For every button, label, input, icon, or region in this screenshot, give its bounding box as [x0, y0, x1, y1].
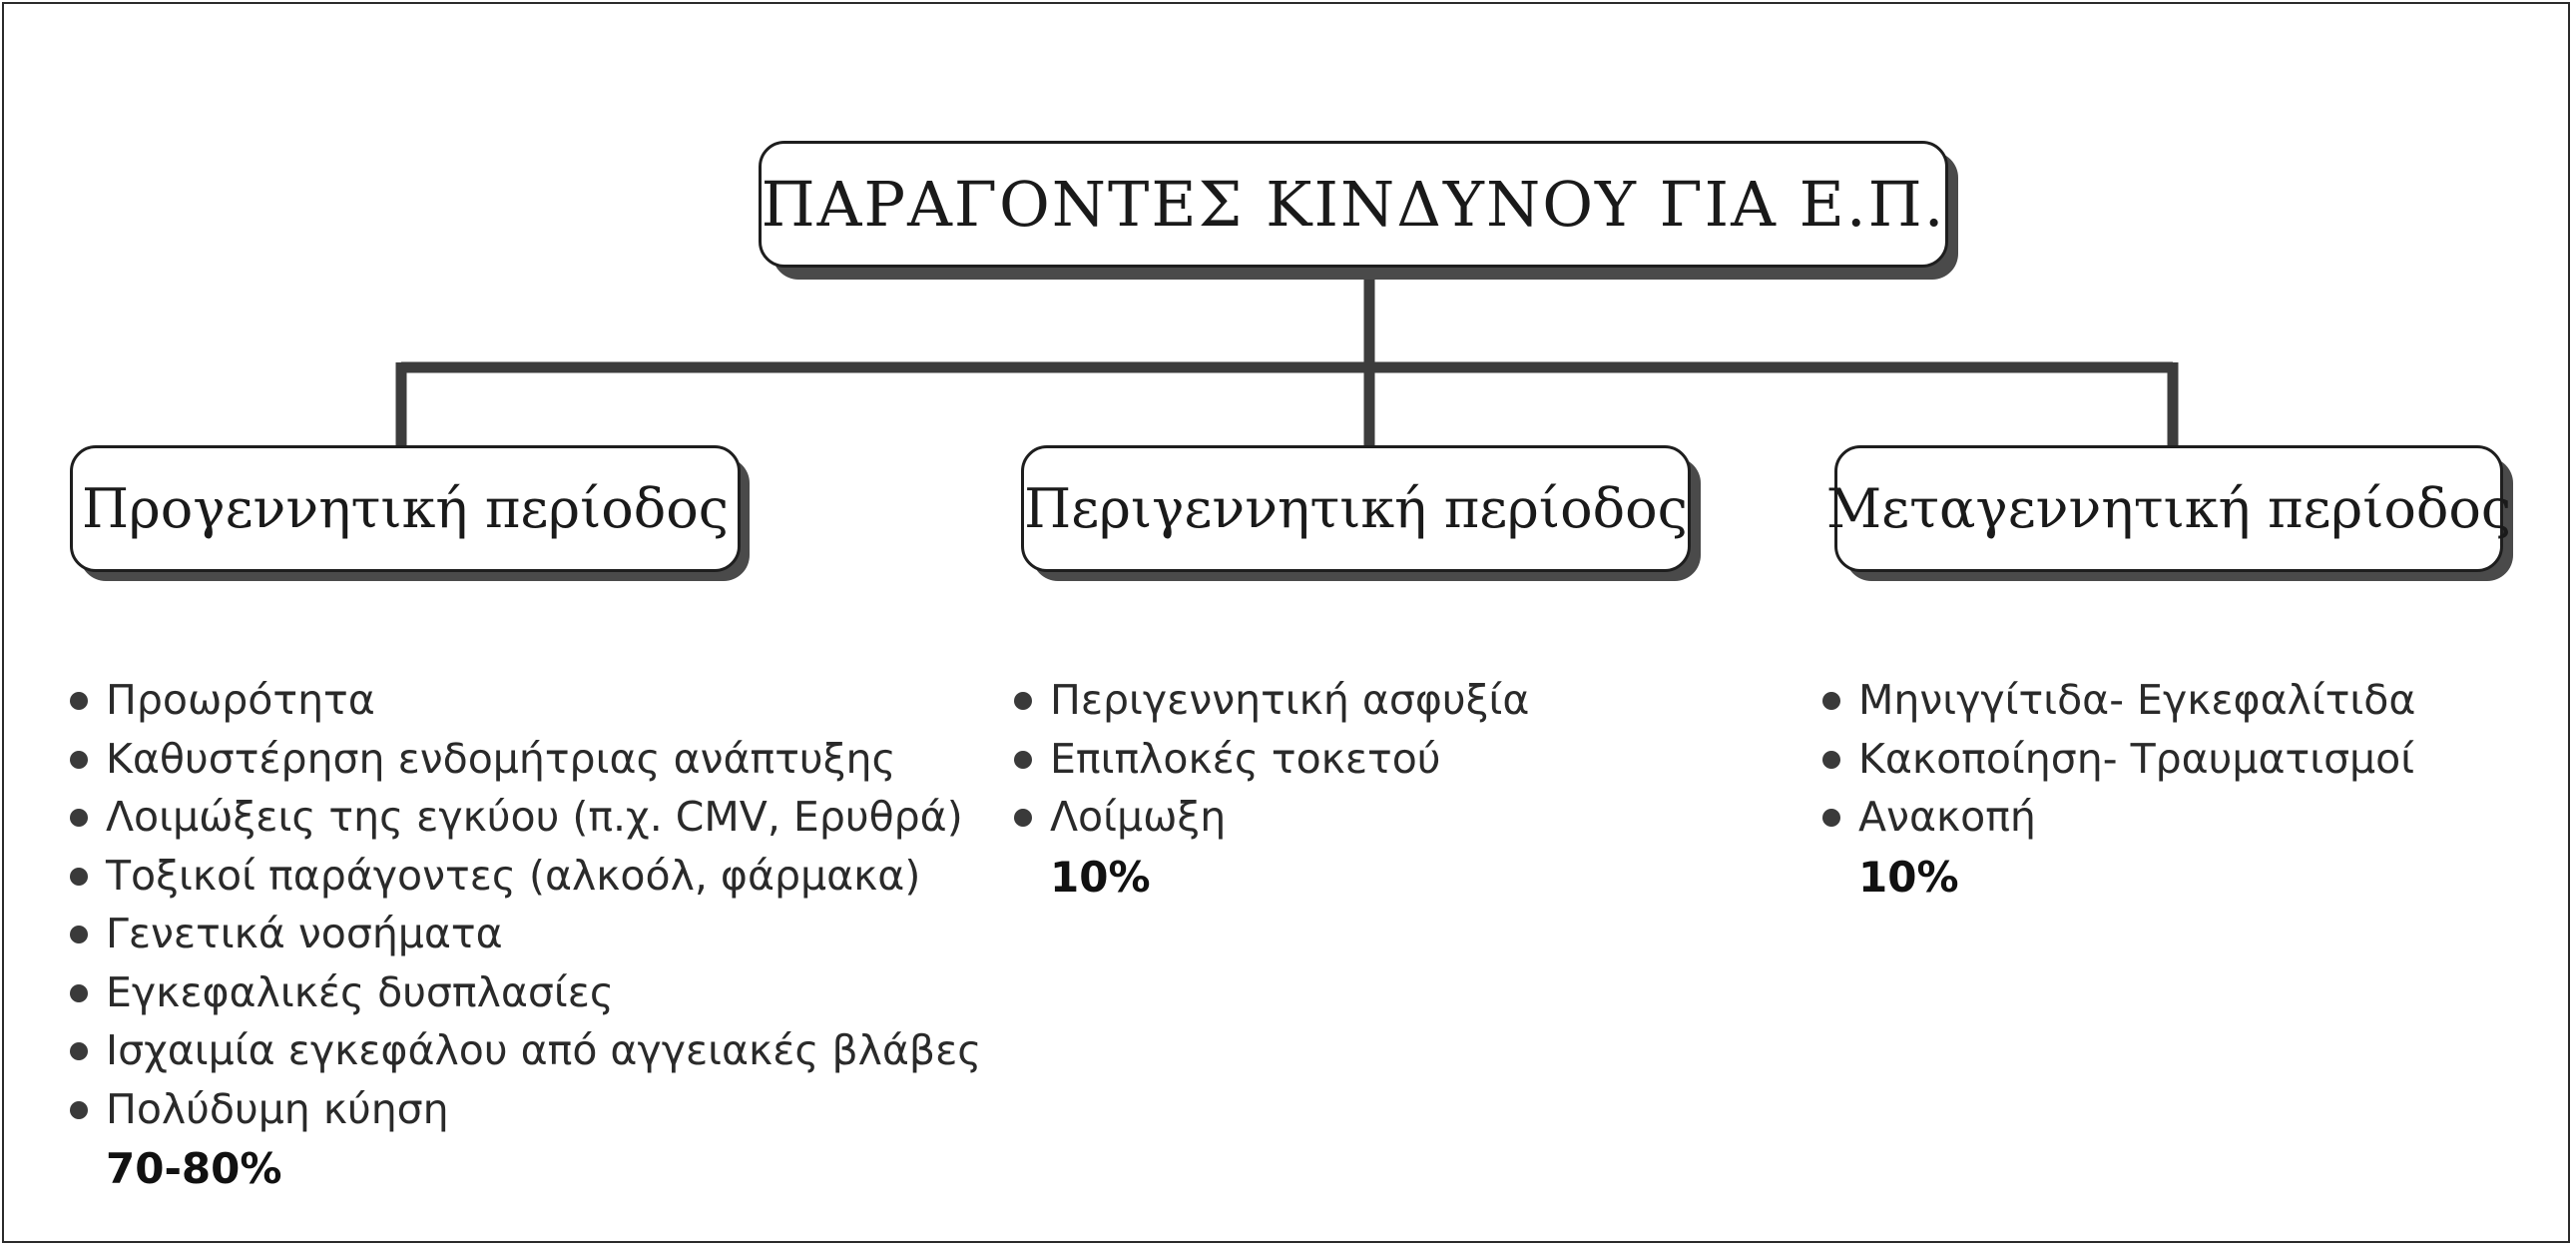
period-box-postnatal	[1825, 445, 2512, 572]
prenatal-factors	[70, 671, 981, 1200]
period-label-prenatal: Προγεννητική περίοδος	[81, 477, 730, 540]
bullet-icon	[70, 926, 88, 943]
list-item	[70, 788, 981, 847]
bullet-icon	[70, 692, 88, 710]
list-item	[70, 963, 981, 1022]
list-item-text: Πολύδυμη κύηση	[106, 1084, 449, 1133]
list-item	[1822, 671, 2415, 730]
bullet-icon	[1822, 751, 1840, 769]
list-item-text: Ανακοπή	[1858, 793, 2036, 841]
list-item	[70, 730, 981, 789]
list-item-text: Περιγεννητική ασφυξία	[1050, 676, 1530, 724]
bullet-icon	[70, 984, 88, 1002]
list-item	[1014, 788, 1529, 847]
bullet-icon	[1822, 809, 1840, 827]
bullet-icon	[1822, 692, 1840, 710]
bullet-icon	[1014, 692, 1032, 710]
bullet-icon	[70, 868, 88, 886]
bullet-icon	[70, 1101, 88, 1119]
list-item-text: Ισχαιμία εγκεφάλου από αγγειακές βλάβες	[106, 1026, 982, 1074]
list-item-text: Μηνιγγίτιδα- Εγκεφαλίτιδα	[1858, 676, 2416, 724]
list-item	[70, 905, 981, 963]
list-item-text: Τοξικοί παράγοντες (αλκοόλ, φάρμακα)	[106, 851, 921, 900]
list-item	[70, 1021, 981, 1080]
list-item	[1822, 730, 2415, 789]
period-label-postnatal: Μεταγεννητική περίοδος	[1825, 477, 2512, 540]
list-item-text: Εγκεφαλικές δυσπλασίες	[106, 967, 614, 1016]
prenatal-list	[70, 671, 981, 1138]
perinatal-factors	[1014, 671, 1529, 909]
list-item-text: Καθυστέρηση ενδομήτριας ανάπτυξης	[106, 734, 896, 783]
list-item	[70, 847, 981, 906]
bullet-icon	[1014, 809, 1032, 827]
bullet-icon	[70, 1042, 88, 1060]
list-item-text: Προωρότητα	[106, 676, 375, 724]
title-box	[759, 141, 1948, 268]
list-item-text: Κακοποίηση- Τραυματισμοί	[1858, 734, 2415, 783]
list-item-text: Επιπλοκές τοκετού	[1050, 734, 1441, 783]
postnatal-list	[1822, 671, 2415, 847]
list-item-text: Γενετικά νοσήματα	[106, 910, 503, 957]
postnatal-factors	[1822, 671, 2415, 909]
period-label-perinatal: Περιγεννητική περίοδος	[1024, 477, 1688, 540]
bullet-icon	[1014, 751, 1032, 769]
list-item	[1014, 730, 1529, 789]
bullet-icon	[70, 809, 88, 827]
period-box-prenatal	[70, 445, 741, 572]
title-text: ΠΑΡΑΓΟΝΤΕΣ ΚΙΝΔΥΝΟΥ ΓΙΑ Ε.Π.	[761, 168, 1946, 241]
postnatal-percentage: 10%	[1858, 852, 1959, 902]
list-item	[1822, 788, 2415, 847]
list-item	[70, 1080, 981, 1139]
perinatal-list	[1014, 671, 1529, 847]
list-item	[70, 671, 981, 730]
list-item-text: Λοιμώξεις της εγκύου (π.χ. CMV, Ερυθρά)	[106, 793, 963, 841]
list-item	[1014, 671, 1529, 730]
perinatal-percentage: 10%	[1050, 852, 1151, 902]
prenatal-percentage: 70-80%	[106, 1144, 282, 1193]
list-item-text: Λοίμωξη	[1050, 793, 1227, 841]
bullet-icon	[70, 751, 88, 769]
period-box-perinatal	[1021, 445, 1691, 572]
